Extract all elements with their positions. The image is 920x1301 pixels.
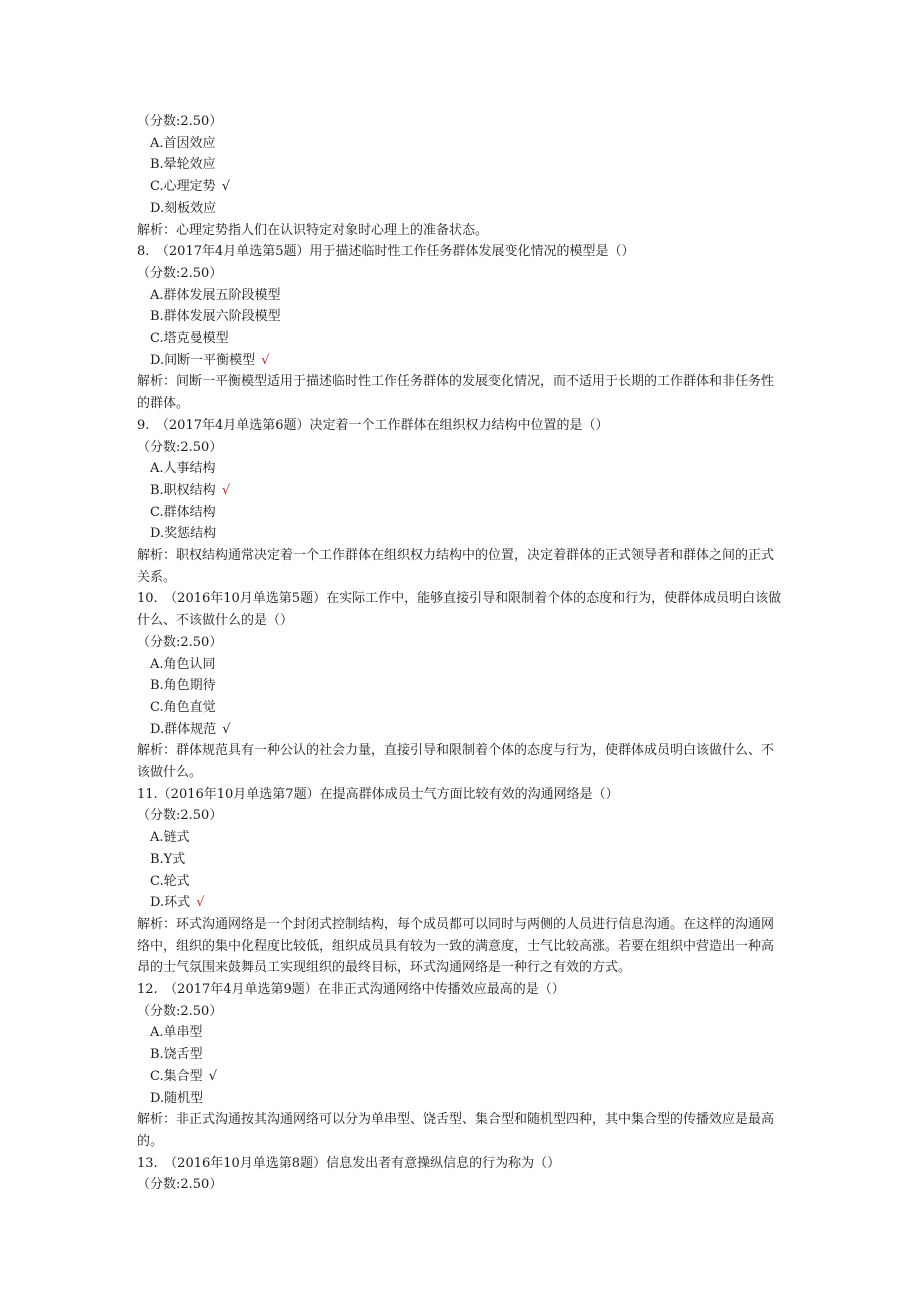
option-item xyxy=(150,133,216,155)
option-item-text: D.群体规范 xyxy=(150,721,217,737)
option-item xyxy=(150,523,216,545)
analysis-line xyxy=(137,371,774,393)
analysis-line-text: 的群体。 xyxy=(137,396,190,412)
score-line xyxy=(137,805,222,827)
analysis-line-text: 该做什么。 xyxy=(137,765,203,780)
analysis-line xyxy=(137,545,774,567)
option-item-text: B.职权结构 xyxy=(150,482,216,498)
option-item-text: C.塔克曼模型 xyxy=(150,331,229,346)
analysis-line xyxy=(137,957,631,979)
question-stem-text: 12. （2017年4月单选第9题）在非正式沟通网络中传播效应最高的是（） xyxy=(137,982,565,997)
option-item xyxy=(150,350,270,372)
option-item xyxy=(150,285,281,307)
analysis-line-text: 解析：间断一平衡模型适用于描述临时性工作任务群体的发展变化情况，而不适用于长期的工作群体和非任务性 xyxy=(137,374,775,390)
option-item xyxy=(150,154,216,176)
question-stem xyxy=(137,610,293,632)
option-item-text: C.角色直觉 xyxy=(150,699,216,715)
analysis-line-text: 解析：环式沟通网络是一个封闭式控制结构，每个成员都可以同时与两侧的人员进行信息沟通。在这样的沟通网 xyxy=(137,916,775,932)
option-item-text: D.随机型 xyxy=(150,1090,204,1106)
option-item xyxy=(150,176,230,198)
score-line xyxy=(137,1174,222,1196)
score-line-text: （分数:2.50） xyxy=(137,808,223,824)
score-line xyxy=(137,437,222,459)
option-item-text: B.角色期待 xyxy=(150,678,216,694)
option-item-text: C.轮式 xyxy=(150,873,190,889)
question-stem xyxy=(137,1153,560,1175)
score-line-text: （分数:2.50） xyxy=(137,1003,223,1019)
question-stem xyxy=(137,415,609,437)
analysis-line-text: 解析：非正式沟通按其沟通网络可以分为单串型、饶舌型、集合型和随机型四种，其中集合型的传播效应是最高 xyxy=(137,1112,775,1128)
score-line-text: （分数:2.50） xyxy=(137,1177,223,1193)
score-line xyxy=(137,632,222,654)
analysis-line xyxy=(137,762,202,784)
option-item-text: B.Y式 xyxy=(150,851,186,867)
option-item-text: B.饶舌型 xyxy=(150,1047,203,1063)
correct-check-icon: √ xyxy=(217,179,231,195)
analysis-line xyxy=(137,567,176,589)
option-item-text: A.链式 xyxy=(150,830,190,846)
question-stem-text: 9. （2017年4月单选第6题）决定着一个工作群体在组织权力结构中位置的是（） xyxy=(137,417,609,433)
option-item-text: B.晕轮效应 xyxy=(150,157,216,173)
option-item xyxy=(150,675,216,697)
option-item-text: D.间断一平衡模型 xyxy=(150,352,256,368)
option-item xyxy=(150,502,216,524)
option-item-text: C.集合型 xyxy=(150,1068,203,1084)
analysis-line-text: 解析：群体规范具有一种公认的社会力量，直接引导和限制着个体的态度与行为，使群体成员明白该做什么、不 xyxy=(137,743,775,759)
option-item-text: A.角色认同 xyxy=(150,656,216,672)
question-stem xyxy=(137,979,565,1001)
option-item-text: D.环式 xyxy=(150,895,191,911)
option-item xyxy=(150,1044,203,1066)
option-item-text: A.人事结构 xyxy=(150,461,216,477)
option-item-text: C.心理定势 xyxy=(150,179,216,195)
analysis-line xyxy=(137,1109,774,1131)
correct-check-icon: √ xyxy=(218,721,231,737)
analysis-line-text: 络中，组织的集中化程度比较低，组织成员具有较为一致的满意度，士气比较高涨。若要在组织中营造出一种高 xyxy=(137,938,775,954)
question-stem-text: 8. （2017年4月单选第5题）用于描述临时性工作任务群体发展变化情况的模型是（） xyxy=(137,244,635,260)
option-item-text: C.群体结构 xyxy=(150,504,216,520)
question-stem-text: 13. （2016年10月单选第8题）信息发出者有意操纵信息的行为称为（） xyxy=(137,1155,561,1171)
analysis-line-text: 解析：职权结构通常决定着一个工作群体在组织权力结构中的位置，决定着群体的正式领导者和群体之间的正式 xyxy=(137,548,775,563)
analysis-line xyxy=(137,914,774,936)
option-item xyxy=(150,892,205,914)
option-item xyxy=(150,198,216,220)
score-line-text: （分数:2.50） xyxy=(137,265,223,281)
question-stem xyxy=(137,588,781,610)
analysis-line-text: 的。 xyxy=(137,1133,164,1149)
option-item xyxy=(150,849,185,871)
analysis-line-text: 解析：心理定势指人们在认识特定对象时心理上的准备状态。 xyxy=(137,222,489,238)
option-item-text: A.首因效应 xyxy=(150,135,216,151)
score-line xyxy=(137,1001,222,1023)
option-item xyxy=(150,458,216,480)
option-item-text: D.刻板效应 xyxy=(150,200,217,216)
correct-check-icon: √ xyxy=(217,482,231,498)
option-item xyxy=(150,697,216,719)
option-item-text: A.单串型 xyxy=(150,1025,203,1041)
question-stem-text: 11.（2016年10月单选第7题）在提高群体成员士气方面比较有效的沟通网络是（） xyxy=(137,786,619,802)
option-item-text: D.奖惩结构 xyxy=(150,526,217,542)
analysis-line-text: 昂的士气氛围来鼓舞员工实现组织的最终目标，环式沟通网络是一种行之有效的方式。 xyxy=(137,960,632,976)
analysis-line xyxy=(137,1131,163,1153)
analysis-line-text: 关系。 xyxy=(137,569,177,585)
option-item xyxy=(150,480,230,502)
analysis-line xyxy=(137,220,488,242)
option-item-text: B.群体发展六阶段模型 xyxy=(150,309,281,325)
option-item xyxy=(150,827,190,849)
question-stem xyxy=(137,784,619,806)
option-item xyxy=(150,719,231,741)
correct-check-icon: √ xyxy=(204,1068,218,1084)
score-line xyxy=(137,111,222,133)
option-item-text: A.群体发展五阶段模型 xyxy=(150,287,281,303)
option-item xyxy=(150,328,229,350)
question-stem-text: 什么、不该做什么的是（） xyxy=(137,613,294,629)
option-item xyxy=(150,654,216,676)
score-line-text: （分数:2.50） xyxy=(137,634,223,650)
question-stem xyxy=(137,241,635,263)
option-item xyxy=(150,1088,203,1110)
option-item xyxy=(150,306,281,328)
option-item xyxy=(150,1022,203,1044)
analysis-line xyxy=(137,740,774,762)
analysis-line xyxy=(137,936,774,958)
option-item xyxy=(150,1066,217,1088)
analysis-line xyxy=(137,393,189,415)
option-item xyxy=(150,871,190,893)
question-stem-text: 10. （2016年10月单选第5题）在实际工作中，能够直接引导和限制着个体的态度和行为，使群体成员明白该做 xyxy=(137,591,782,607)
correct-check-icon: √ xyxy=(257,352,270,368)
correct-check-icon: √ xyxy=(192,895,205,911)
score-line-text: （分数:2.50） xyxy=(137,114,223,129)
score-line xyxy=(137,263,222,285)
score-line-text: （分数:2.50） xyxy=(137,439,223,455)
